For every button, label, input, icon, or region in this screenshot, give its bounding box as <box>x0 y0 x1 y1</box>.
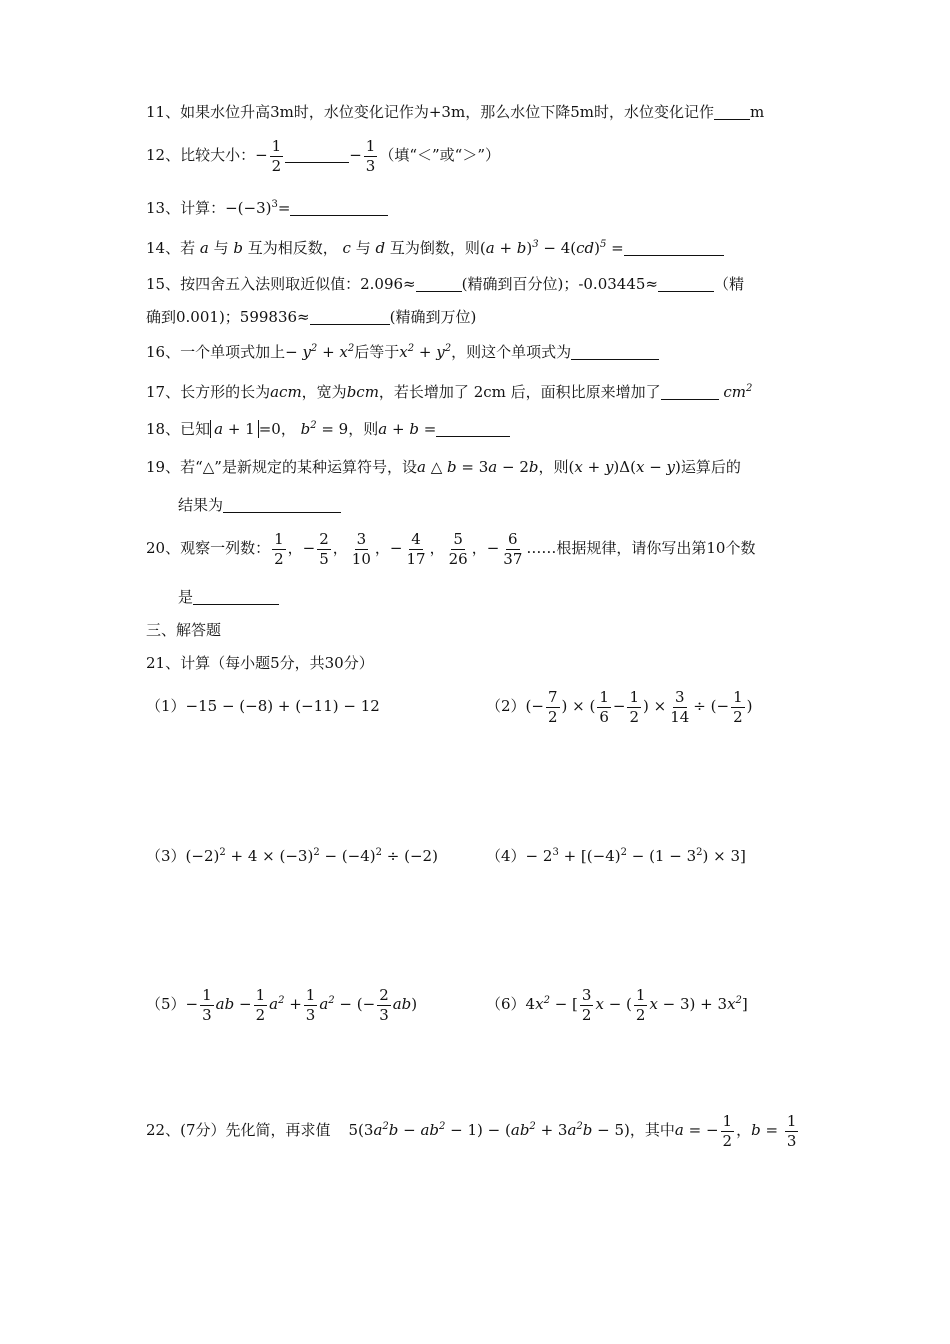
q16-text: 后等于 <box>354 343 400 361</box>
q18-text: 18、已知 <box>146 420 211 438</box>
part-label: （4） <box>486 847 526 865</box>
q19-blank[interactable] <box>223 494 341 513</box>
q17-text: ，若长增加了 2cm 后，面积比原来增加了 <box>378 383 661 401</box>
q21-part-2: （2）(− $\frac{7}{2}$ ) × ( $\frac{1}{6}$ − $\frac{1}{2}$ ) × $\frac{3}{14}$ ÷ (− $\frac{1}{2}$ ) <box>486 687 753 726</box>
fraction: $\frac{6}{37}$ <box>503 529 523 568</box>
q14-text: 与 <box>213 239 229 257</box>
fraction: $\frac{3}{2}$ <box>581 985 592 1024</box>
fraction: $\frac{1}{2}$ <box>722 1111 733 1150</box>
part-label: （6） <box>486 995 526 1013</box>
fraction: $\frac{1}{3}$ <box>305 985 316 1024</box>
q15-text: (精确到百分位)；-0.03445≈ <box>461 275 658 293</box>
q13-prefix: 13、计算： <box>146 199 226 217</box>
q14-text: 与 <box>355 239 371 257</box>
q15-blank-1[interactable] <box>416 273 462 292</box>
q22-text: 22、(7分）先化简，再求值 <box>146 1121 331 1139</box>
q21-part-3: $(3)(-2)^2 + 4 \times (-3)^2 - (-4)^2 \div (-2)$ <box>146 847 438 865</box>
fraction: $\frac{1}{6}$ <box>599 687 609 726</box>
q20-text: 是 <box>178 588 194 606</box>
q19-text: 19、若“△”是新规定的某种运算符号，设 <box>146 458 417 476</box>
fraction: $\frac{1}{2}$ <box>271 136 282 175</box>
question-11 <box>146 101 764 123</box>
q21-part-4: $(4)- 2^3 + [(-4)^2 - (1 - 3^2) \times 3]$ <box>486 847 746 865</box>
q15-blank-3[interactable] <box>310 306 390 325</box>
q11-blank[interactable] <box>714 101 750 120</box>
q18-text: ，则 <box>348 420 379 438</box>
fraction: $\frac{3}{10}$ <box>351 529 371 568</box>
question-14: 14、若 a 与 b 互为相反数， c 与 d 互为倒数，则$(a + b)^3 - 4(cd)^5$ = <box>146 237 724 259</box>
fraction: $\frac{3}{14}$ <box>670 687 690 726</box>
q14-prefix: 14、若 <box>146 239 196 257</box>
q19-text: ，则 <box>538 458 569 476</box>
q18-blank[interactable] <box>436 418 510 437</box>
q14-text: 互为倒数，则 <box>389 239 480 257</box>
q20-blank[interactable] <box>193 586 279 605</box>
question-19-line2 <box>178 494 341 516</box>
q15-text: (精确到万位) <box>389 308 477 326</box>
fraction: $\frac{7}{2}$ <box>547 687 558 726</box>
question-18: 18、已知 a + 1 =0， $b^2 = 9$，则a + b = <box>146 418 510 440</box>
q15-blank-2[interactable] <box>658 273 714 292</box>
q22-text: ，其中 <box>629 1121 675 1139</box>
q15-text: 确到0.001)；599836≈ <box>146 308 310 326</box>
section-heading: 三、解答题 <box>146 621 222 639</box>
fraction: $\frac{1}{3}$ <box>202 985 212 1024</box>
question-20-line1: 20、观察一列数： $\frac{1}{2}$ ，− $\frac{2}{5}$ ， $\frac{3}{10}$ ，− $\frac{4}{17}$ ， $\frac{5}{26}$ ，− $\frac{6}{37}$ ……根据规律，请你写出第10个数 <box>146 529 756 568</box>
q11-unit: m <box>749 103 765 121</box>
fraction: $\frac{4}{17}$ <box>406 529 426 568</box>
q16-text: 16、一个单项式加上 <box>146 343 286 361</box>
q13-expression: $-(-3)^3=$ <box>225 199 291 217</box>
question-22: 22、(7分）先化简，再求值 $5(3a^2b - ab^2 - 1) - (ab^2 + 3a^2b - 5)$，其中a = − $\frac{1}{2}$ ，b = $\frac{1}{3}$ <box>146 1111 797 1150</box>
question-15-line2 <box>146 306 476 328</box>
question-12: 12、比较大小：− $\frac{1}{2}$ − $\frac{1}{3}$ （填“＜”或“＞”） <box>146 136 501 175</box>
q14-blank[interactable] <box>624 237 724 256</box>
fraction: $\frac{2}{5}$ <box>319 529 329 568</box>
fraction: $\frac{1}{3}$ <box>786 1111 797 1150</box>
q11-text: 11、如果水位升高3m时，水位变化记作为+3m，那么水位下降5m时，水位变化记作 <box>146 103 714 121</box>
q14-expression: $(a + b)^3 - 4(cd)^5$ = <box>479 239 624 257</box>
q17-blank[interactable] <box>661 381 719 400</box>
fraction: $\frac{1}{2}$ <box>274 529 284 568</box>
q21-part-1: （1）−15 − (−8) + (−11) − 12 <box>146 697 380 715</box>
question-13 <box>146 197 388 219</box>
q19-text: 结果为 <box>178 496 224 514</box>
q16-text: ，则这个单项式为 <box>451 343 572 361</box>
fraction: $\frac{1}{2}$ <box>255 985 266 1024</box>
q12-suffix: （填“＜”或“＞”） <box>379 146 501 164</box>
q20-text: ……根据规律，请你写出第10个数 <box>526 539 756 557</box>
question-19-line1: 19、若“△”是新规定的某种运算符号，设a △ b = 3a − 2b，则(x + y)Δ(x − y)运算后的 <box>146 458 741 476</box>
question-20-line2 <box>178 586 279 608</box>
fraction: $\frac{1}{2}$ <box>635 985 646 1024</box>
fraction: $\frac{1}{2}$ <box>733 687 743 726</box>
question-16: 16、一个单项式加上− $y^2 + x^2$后等于$x^2 + y^2$，则这个单项式为 <box>146 341 659 363</box>
q18-text: =0， <box>258 420 296 438</box>
q21-part-6: $(6)4x^2$ − [ $\frac{3}{2}$ x − ( $\frac{1}{2}$ $x - 3) + 3x^2$] <box>486 985 748 1024</box>
part-label: （2） <box>486 697 526 715</box>
fraction: $\frac{5}{26}$ <box>448 529 468 568</box>
question-17: 17、长方形的长为acm，宽为bcm，若长增加了 2cm 后，面积比原来增加了 $cm^2$ <box>146 383 753 401</box>
part-label: （1） <box>146 697 186 715</box>
q12-prefix: 12、比较大小： <box>146 146 256 164</box>
q21-part-5: （5）− $\frac{1}{3}$ ab − $\frac{1}{2}$ $a^2$ + $\frac{1}{3}$ $a^2$ − (− $\frac{2}{3}$ ab) <box>146 985 418 1024</box>
fraction: $\frac{1}{2}$ <box>629 687 639 726</box>
question-15-line1 <box>146 273 744 295</box>
q12-blank[interactable] <box>285 144 349 163</box>
q15-text: 15、按四舍五入法则取近似值：2.096≈ <box>146 275 416 293</box>
q16-blank[interactable] <box>571 341 659 360</box>
q19-text: 运算后的 <box>680 458 741 476</box>
fraction: $\frac{1}{3}$ <box>365 136 376 175</box>
part-label: （5） <box>146 995 186 1013</box>
q15-text: （精 <box>713 275 744 293</box>
q13-blank[interactable] <box>290 197 388 216</box>
q21-title: 21、计算（每小题5分，共30分） <box>146 654 374 672</box>
q20-text: 20、观察一列数： <box>146 539 271 557</box>
q17-text: 17、长方形的长为 <box>146 383 271 401</box>
q14-text: 互为相反数， <box>247 239 338 257</box>
part-label: （3） <box>146 847 186 865</box>
q17-text: ，宽为 <box>301 383 347 401</box>
fraction: $\frac{2}{3}$ <box>379 985 389 1024</box>
